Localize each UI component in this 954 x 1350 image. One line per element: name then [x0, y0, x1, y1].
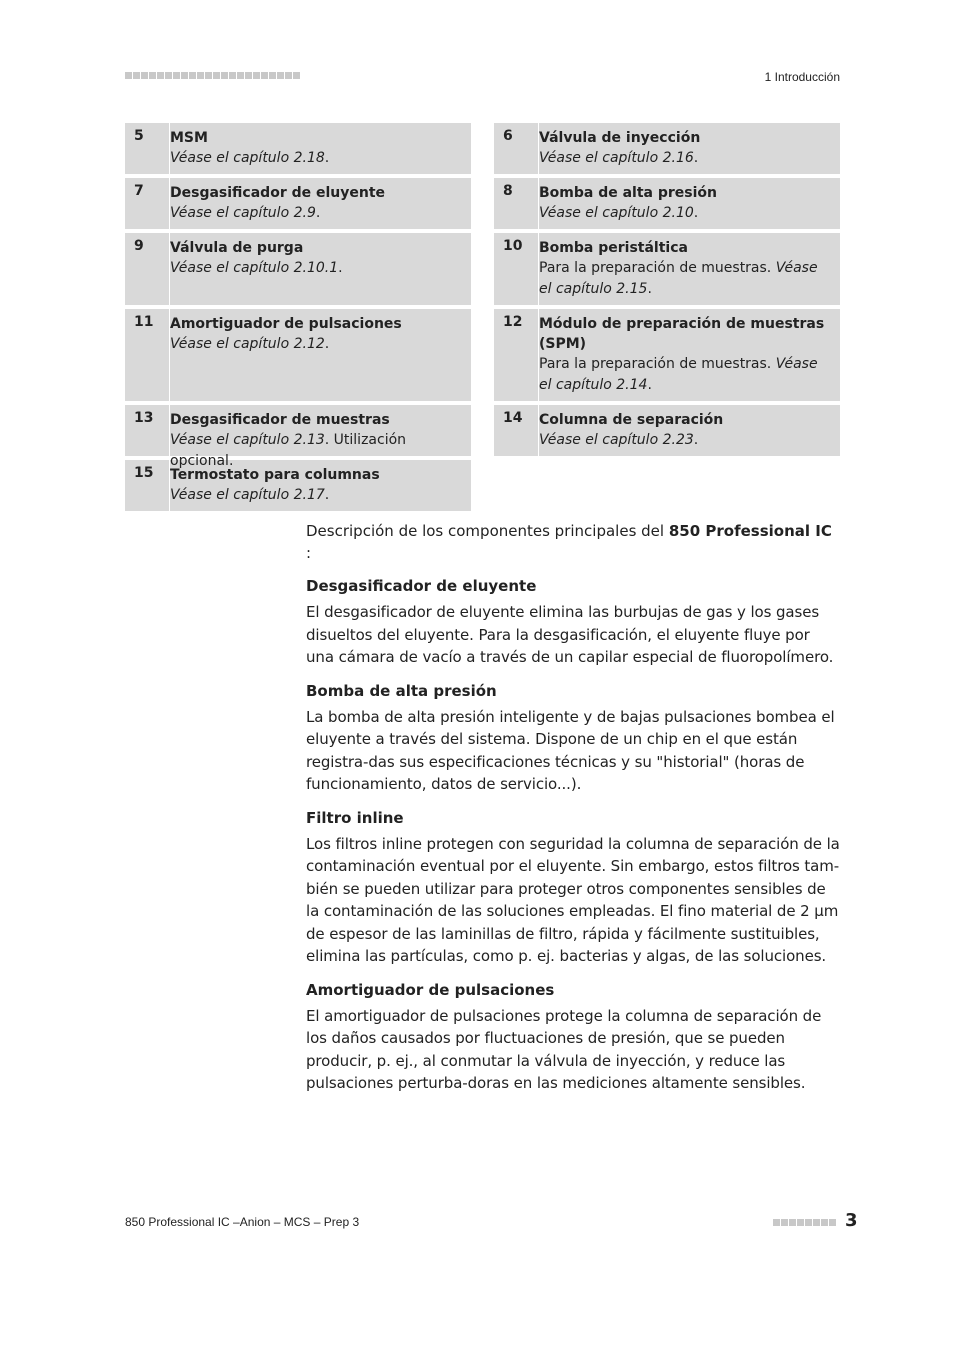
component-body [170, 460, 388, 511]
component-title: Amortiguador de pulsaciones [170, 316, 402, 332]
component-number: 5 [125, 123, 170, 174]
component-body [539, 178, 725, 229]
component-description [170, 203, 385, 224]
component-body [539, 123, 708, 174]
component-number: 15 [125, 460, 170, 511]
component-title: Módulo de preparación de muestras (SPM) [539, 316, 825, 352]
chapter-reference: Véase el capítulo 2.10.1 [170, 260, 339, 276]
component-description [170, 258, 343, 279]
component-body [170, 178, 393, 229]
component-body [170, 405, 471, 469]
section-paragraph: El amortiguador de pulsaciones protege la columna de separación de los daños causados por fluctuaciones de presión, que se pueden producir, p. ej., al conmutar la válvula de inyección, y reduce las pulsaciones perturba-doras en las mediciones altamente sensibles. [306, 1006, 822, 1092]
chapter-reference: Véase el capítulo 2.10 [539, 205, 694, 221]
section-paragraph: El desgasificador de eluyente elimina las burbujas de gas y los gases disueltos del eluyente. Para la desgasificación, el eluyente fluye por una cámara de vacío a través de un capilar especial de fluoropolímero. [306, 603, 834, 666]
component-cell [125, 309, 471, 401]
component-description [539, 258, 832, 300]
component-cell [494, 405, 840, 456]
component-number: 14 [494, 405, 539, 456]
chapter-reference: Véase el capítulo 2.16 [539, 150, 694, 166]
components-table-left [125, 123, 471, 515]
component-title: Bomba de alta presión [539, 185, 718, 201]
component-title: Desgasificador de eluyente [170, 185, 386, 201]
component-body [539, 405, 731, 456]
component-body [539, 233, 840, 305]
reference-suffix: . [693, 205, 699, 221]
chapter-reference: Véase el capítulo 2.17 [170, 487, 325, 503]
component-number: 8 [494, 178, 539, 229]
component-cell [125, 233, 471, 305]
component-title: Válvula de purga [170, 240, 304, 256]
component-title: Columna de separación [539, 412, 724, 428]
component-number: 11 [125, 309, 170, 401]
reference-suffix: . [647, 281, 652, 297]
page-number: 3 [845, 1210, 858, 1231]
component-number: 13 [125, 405, 170, 456]
component-cell [494, 233, 840, 305]
component-description [539, 203, 717, 224]
component-title: Desgasificador de muestras [170, 412, 390, 428]
component-number: 7 [125, 178, 170, 229]
component-cell [494, 178, 840, 229]
footer-document-title: 850 Professional IC –Anion – MCS – Prep 3 [125, 1215, 360, 1229]
component-description [539, 354, 832, 396]
main-content [306, 520, 841, 1107]
component-description [539, 430, 723, 451]
reference-suffix: . [693, 432, 699, 448]
section-paragraph: La bomba de alta presión inteligente y de bajas pulsaciones bombea el eluyente a través del sistema. Dispone de un chip en el que están registra-das sus especificaciones técnicas y su "historial" (horas de funcionamiento, datos de servicio...). [306, 707, 835, 793]
reference-suffix: . [693, 150, 699, 166]
reference-suffix: . [324, 336, 330, 352]
chapter-reference: Véase el capítulo 2.14 [539, 356, 818, 393]
section-heading: Bomba de alta presión [306, 681, 497, 700]
chapter-reference: Véase el capítulo 2.12 [170, 336, 325, 352]
component-body [539, 309, 840, 401]
component-description [170, 485, 380, 506]
reference-suffix: . [324, 150, 330, 166]
chapter-reference: Véase el capítulo 2.15 [539, 260, 818, 297]
component-description [170, 334, 402, 355]
intro-paragraph [306, 520, 841, 564]
component-title: Válvula de inyección [539, 130, 701, 146]
component-title: Termostato para columnas [170, 467, 380, 483]
chapter-reference: Véase el capítulo 2.23 [539, 432, 694, 448]
chapter-reference: Véase el capítulo 2.13 [170, 432, 325, 448]
footer-decoration [773, 1219, 836, 1226]
component-number: 10 [494, 233, 539, 305]
component-cell [125, 178, 471, 229]
component-body [170, 123, 337, 174]
component-description [539, 148, 700, 169]
components-table-right [494, 123, 840, 460]
product-name: 850 Professional IC [668, 522, 832, 540]
intro-text: Descripción de los componentes principales del [306, 522, 669, 540]
component-description [170, 148, 329, 169]
component-body [170, 233, 351, 305]
reference-suffix: . Utilización opcional. [170, 432, 407, 469]
section-paragraph: Los filtros inline protegen con seguridad la columna de separación de la contaminación eventual por el eluyente. Sin embargo, estos filtros tam-bién se pueden utilizar para proteger otros componentes sensibles de la contaminación de las soluciones empleadas. El fino material de 2 µm de espesor de las laminillas de filtro, rápida y fácilmente sustituibles, elimina las partículas, como p. ej. bacterias y algas, de las soluciones. [306, 834, 840, 965]
component-number: 9 [125, 233, 170, 305]
section-heading: Amortiguador de pulsaciones [306, 980, 555, 999]
component-body [170, 309, 410, 401]
section-heading: Filtro inline [306, 808, 404, 827]
reference-suffix: . [647, 377, 652, 393]
component-note: Para la preparación de muestras. [539, 356, 776, 372]
section-heading: Desgasificador de eluyente [306, 577, 537, 595]
component-cell [125, 405, 471, 469]
component-title: Bomba peristáltica [539, 240, 688, 256]
component-cell [494, 309, 840, 401]
component-cell [125, 123, 471, 174]
component-cell [494, 123, 840, 174]
chapter-reference: Véase el capítulo 2.18 [170, 150, 325, 166]
chapter-reference: Véase el capítulo 2.9 [170, 205, 316, 221]
component-number: 6 [494, 123, 539, 174]
intro-end: : [306, 544, 312, 562]
chapter-header: 1 Introducción [764, 70, 840, 84]
reference-suffix: . [315, 205, 321, 221]
component-number: 12 [494, 309, 539, 401]
component-title: MSM [170, 130, 208, 146]
reference-suffix: . [338, 260, 343, 276]
header-decoration [125, 72, 300, 79]
component-descriptions [306, 576, 841, 1095]
reference-suffix: . [324, 487, 330, 503]
component-note: Para la preparación de muestras. [539, 260, 776, 276]
